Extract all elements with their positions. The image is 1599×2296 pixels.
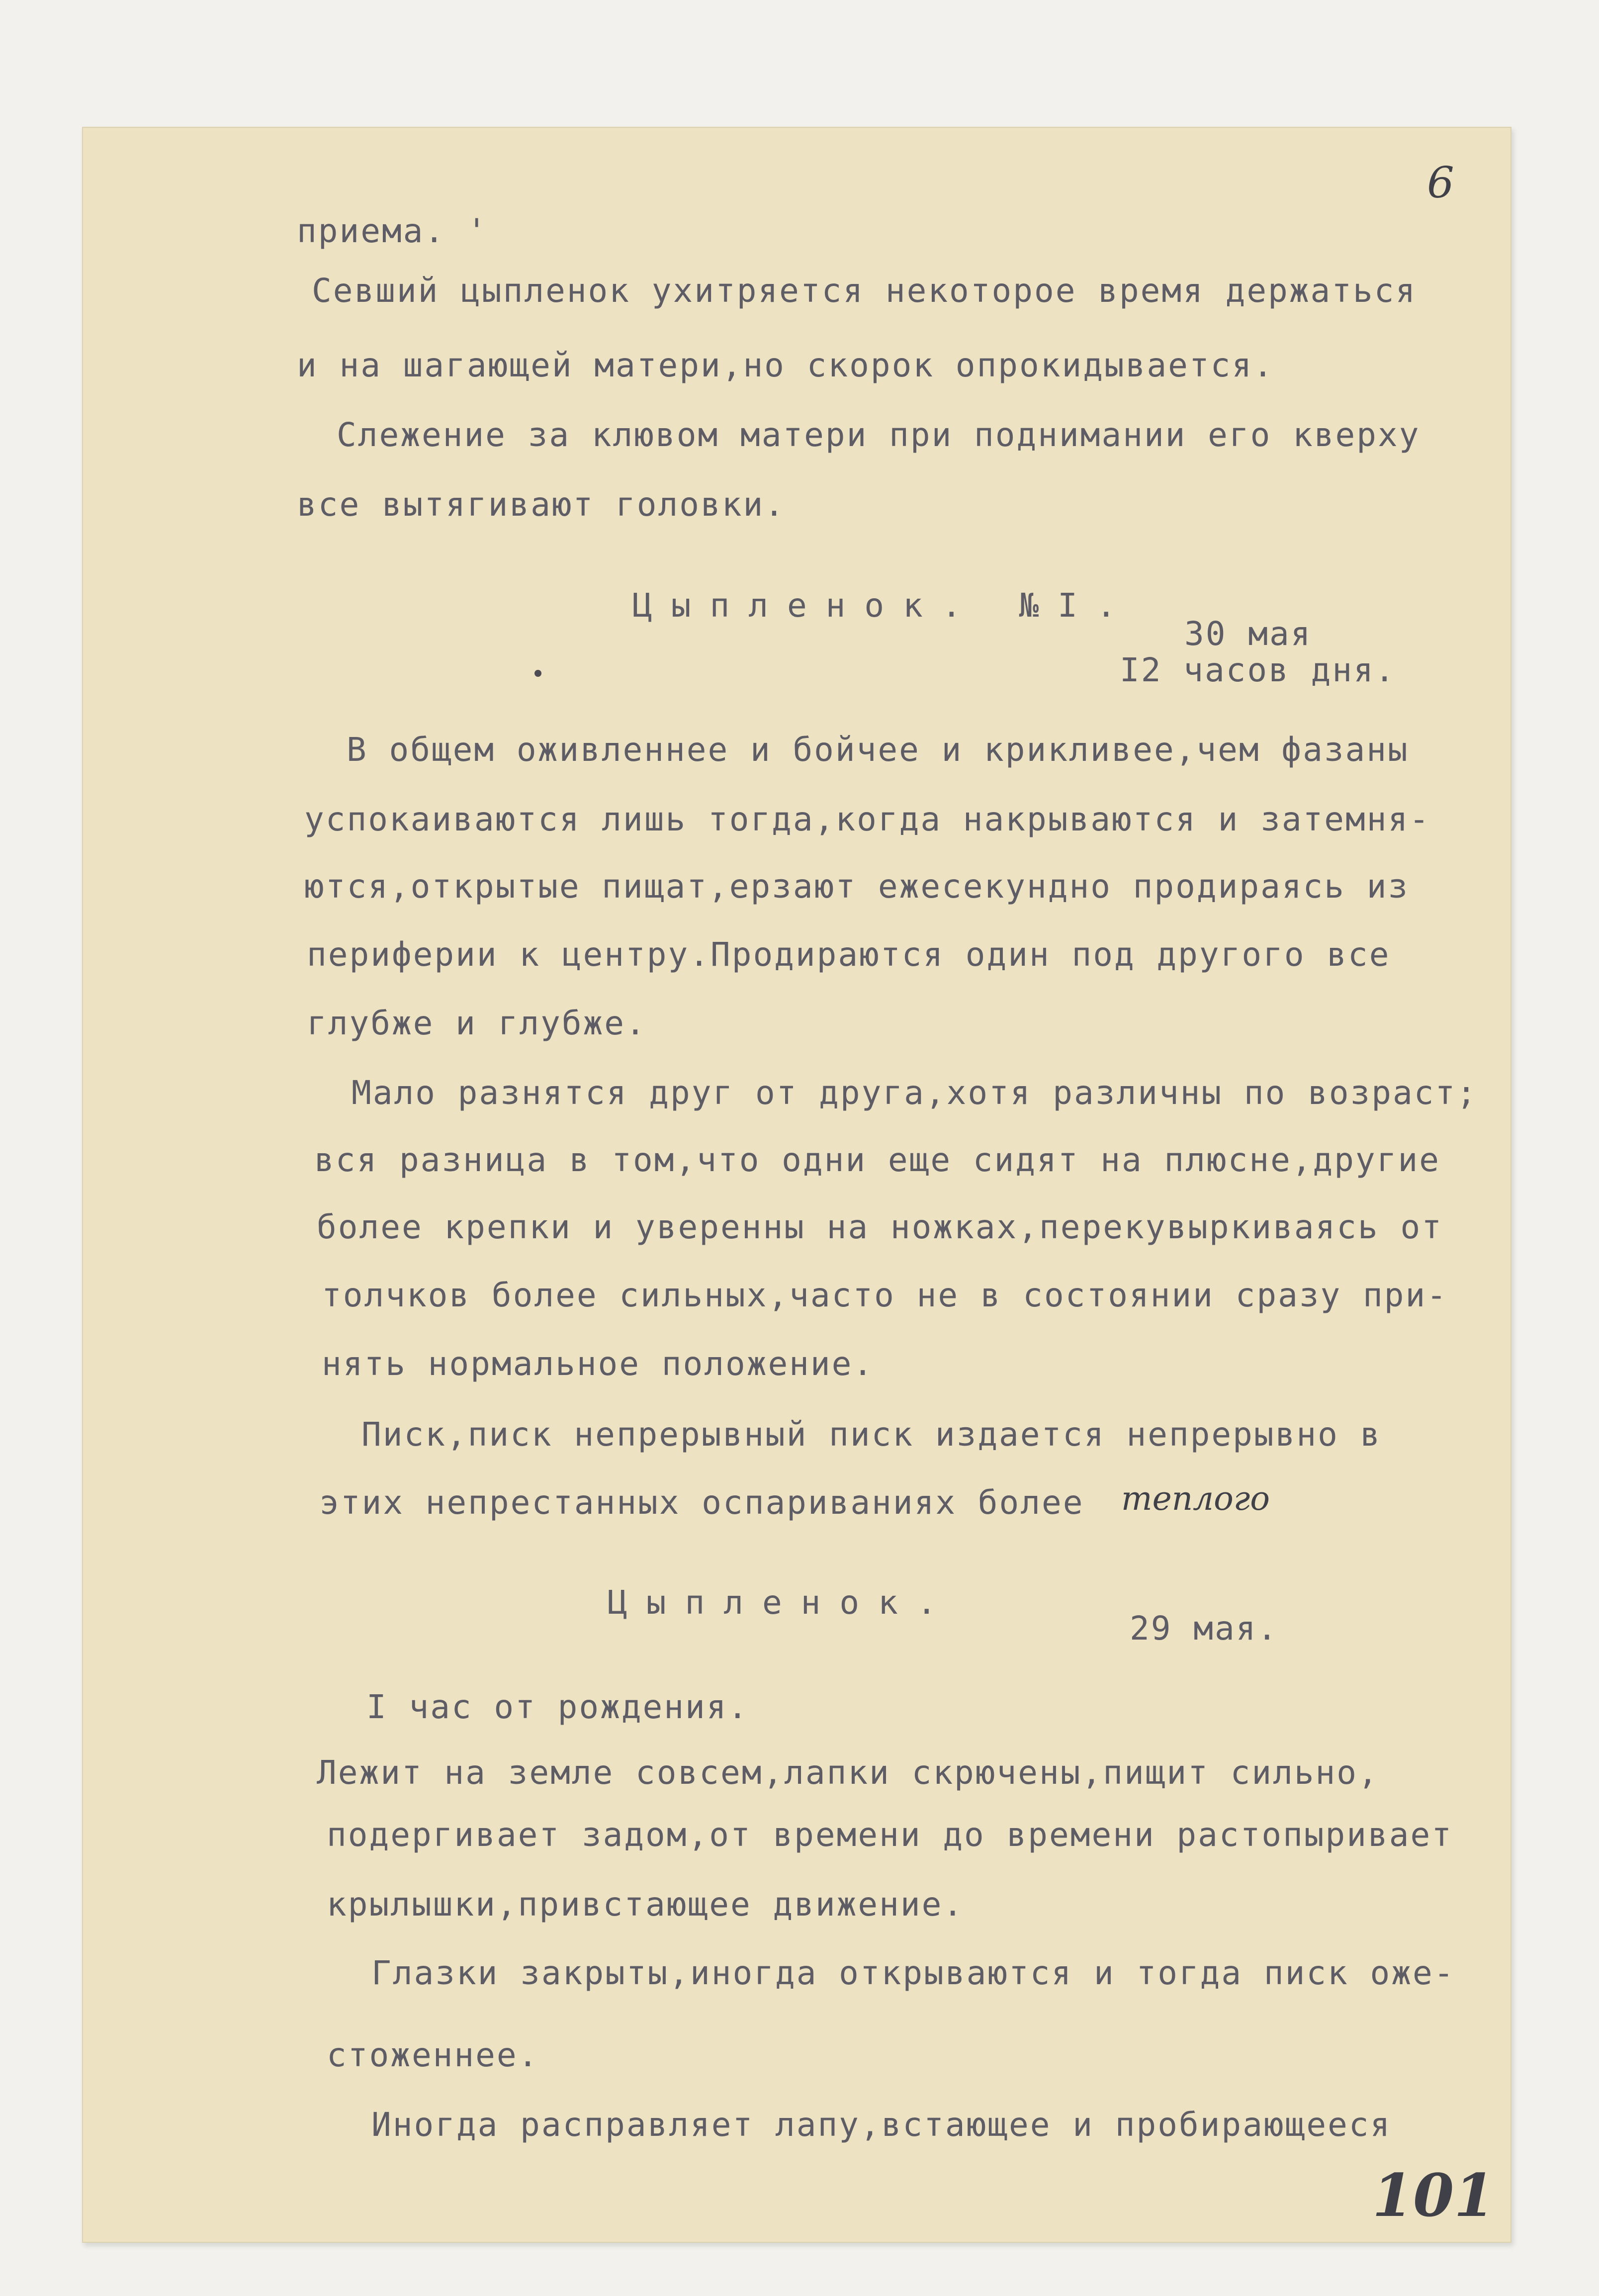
text-line: и на шагающей матери,но скорок опрокидывается. — [297, 346, 1274, 384]
text-line: более крепки и уверенны на ножках,перекувыркиваясь от — [317, 1208, 1443, 1246]
text-line: Слежение за клювом матери при поднимании его кверху — [337, 416, 1421, 454]
text-line: ются,открытые пищат,ерзают ежесекундно продираясь из — [304, 867, 1410, 906]
handwritten-insertion: теплого — [1121, 1479, 1270, 1518]
text-line: Иногда расправляет лапу,встающее и пробирающееся — [371, 2106, 1392, 2144]
text-line: Мало разнятся друг от друга,хотя различны по возраст; — [352, 1074, 1478, 1112]
text-line: нять нормальное положение. — [322, 1345, 875, 1383]
section-heading: Цыпленок. — [608, 1583, 956, 1622]
entry-date: 29 мая. — [1130, 1609, 1279, 1648]
text-line: крылышки,привстающее движение. — [327, 1885, 965, 1924]
text-line: вся разница в том,что одни еще сидят на плюсне,другие — [314, 1141, 1440, 1179]
text-line: периферии к центру.Продираются один под другого все — [307, 935, 1391, 974]
section-heading: Цыпленок. №I. — [632, 586, 1135, 625]
text-line: подергивает задом,от времени до времени растопыривает — [327, 1816, 1453, 1854]
text-line: стоженнее. — [327, 2036, 539, 2074]
text-line: Глазки закрыты,иногда открываются и тогда писк оже- — [371, 1954, 1455, 1992]
text-line: В общем оживленнее и бойчее и крикливее,чем фазаны — [347, 731, 1409, 769]
text-line: Лежит на земле совсем,лапки скрючены,пищит сильно, — [317, 1753, 1379, 1792]
text-line: Севший цыпленок ухитряется некоторое время держаться — [312, 272, 1417, 310]
entry-time: I2 часов дня. — [1120, 651, 1396, 689]
page-number: 6 — [1427, 158, 1454, 208]
text-line: толчков более сильных,часто не в состоянии сразу при- — [322, 1276, 1448, 1314]
text-line: глубже и глубже. — [307, 1004, 647, 1042]
text-line: I час от рождения. — [366, 1688, 749, 1726]
text-line: приема. ' — [297, 212, 488, 250]
ink-dot — [534, 670, 541, 677]
folio-number: 101 — [1372, 2161, 1495, 2230]
text-line: все вытягивают головки. — [297, 485, 786, 524]
text-line: этих непрестанных оспариваниях более — [319, 1483, 1084, 1522]
text-line: Писк,писк непрерывный писк издается непрерывно в — [361, 1415, 1382, 1454]
entry-date: 30 мая — [1184, 615, 1312, 653]
text-line: успокаиваются лишь тогда,когда накрываются и затемня- — [304, 800, 1430, 838]
